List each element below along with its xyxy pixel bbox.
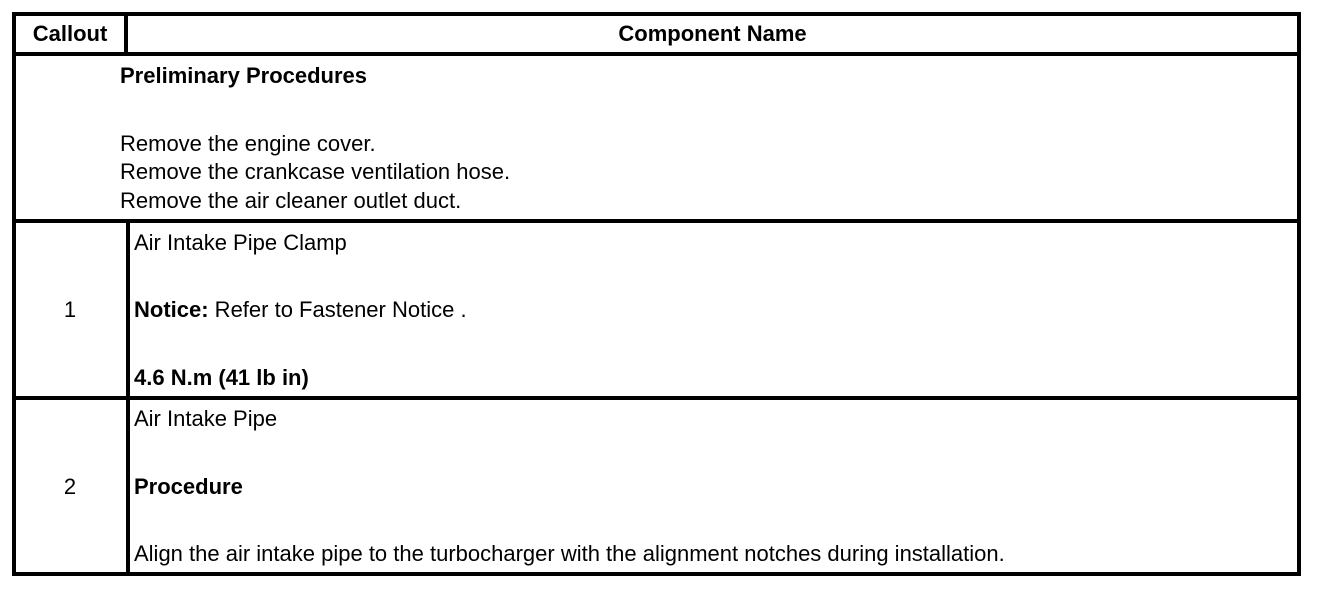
header-callout: Callout bbox=[32, 21, 108, 46]
callout-number: 1 bbox=[63, 297, 77, 322]
preliminary-title: Preliminary Procedures bbox=[120, 63, 368, 88]
procedure-label: Procedure bbox=[134, 474, 243, 499]
table-border-right bbox=[1297, 12, 1301, 576]
table-border-bottom bbox=[12, 572, 1301, 576]
notice-line bbox=[134, 296, 467, 324]
header-separator bbox=[12, 52, 1301, 56]
preliminary-step: Remove the air cleaner outlet duct. bbox=[120, 188, 462, 213]
preliminary-step: Remove the crankcase ventilation hose. bbox=[120, 159, 511, 184]
procedure-text: Align the air intake pipe to the turbocharger with the alignment notches during installation. bbox=[134, 541, 1005, 566]
component-name: Air Intake Pipe bbox=[134, 406, 278, 431]
preliminary-step: Remove the engine cover. bbox=[120, 131, 376, 156]
torque-spec: 4.6 N.m (41 lb in) bbox=[134, 365, 309, 390]
callout-number: 2 bbox=[63, 474, 77, 499]
row-separator bbox=[12, 219, 1301, 223]
column-separator bbox=[126, 219, 130, 576]
header-component-name: Component Name bbox=[618, 21, 807, 46]
component-table bbox=[12, 12, 1301, 576]
notice-text: Refer to Fastener Notice . bbox=[208, 297, 467, 322]
notice-label: Notice: bbox=[134, 297, 209, 322]
row-separator bbox=[12, 396, 1301, 400]
component-name: Air Intake Pipe Clamp bbox=[134, 230, 347, 255]
table-border-top bbox=[12, 12, 1301, 16]
